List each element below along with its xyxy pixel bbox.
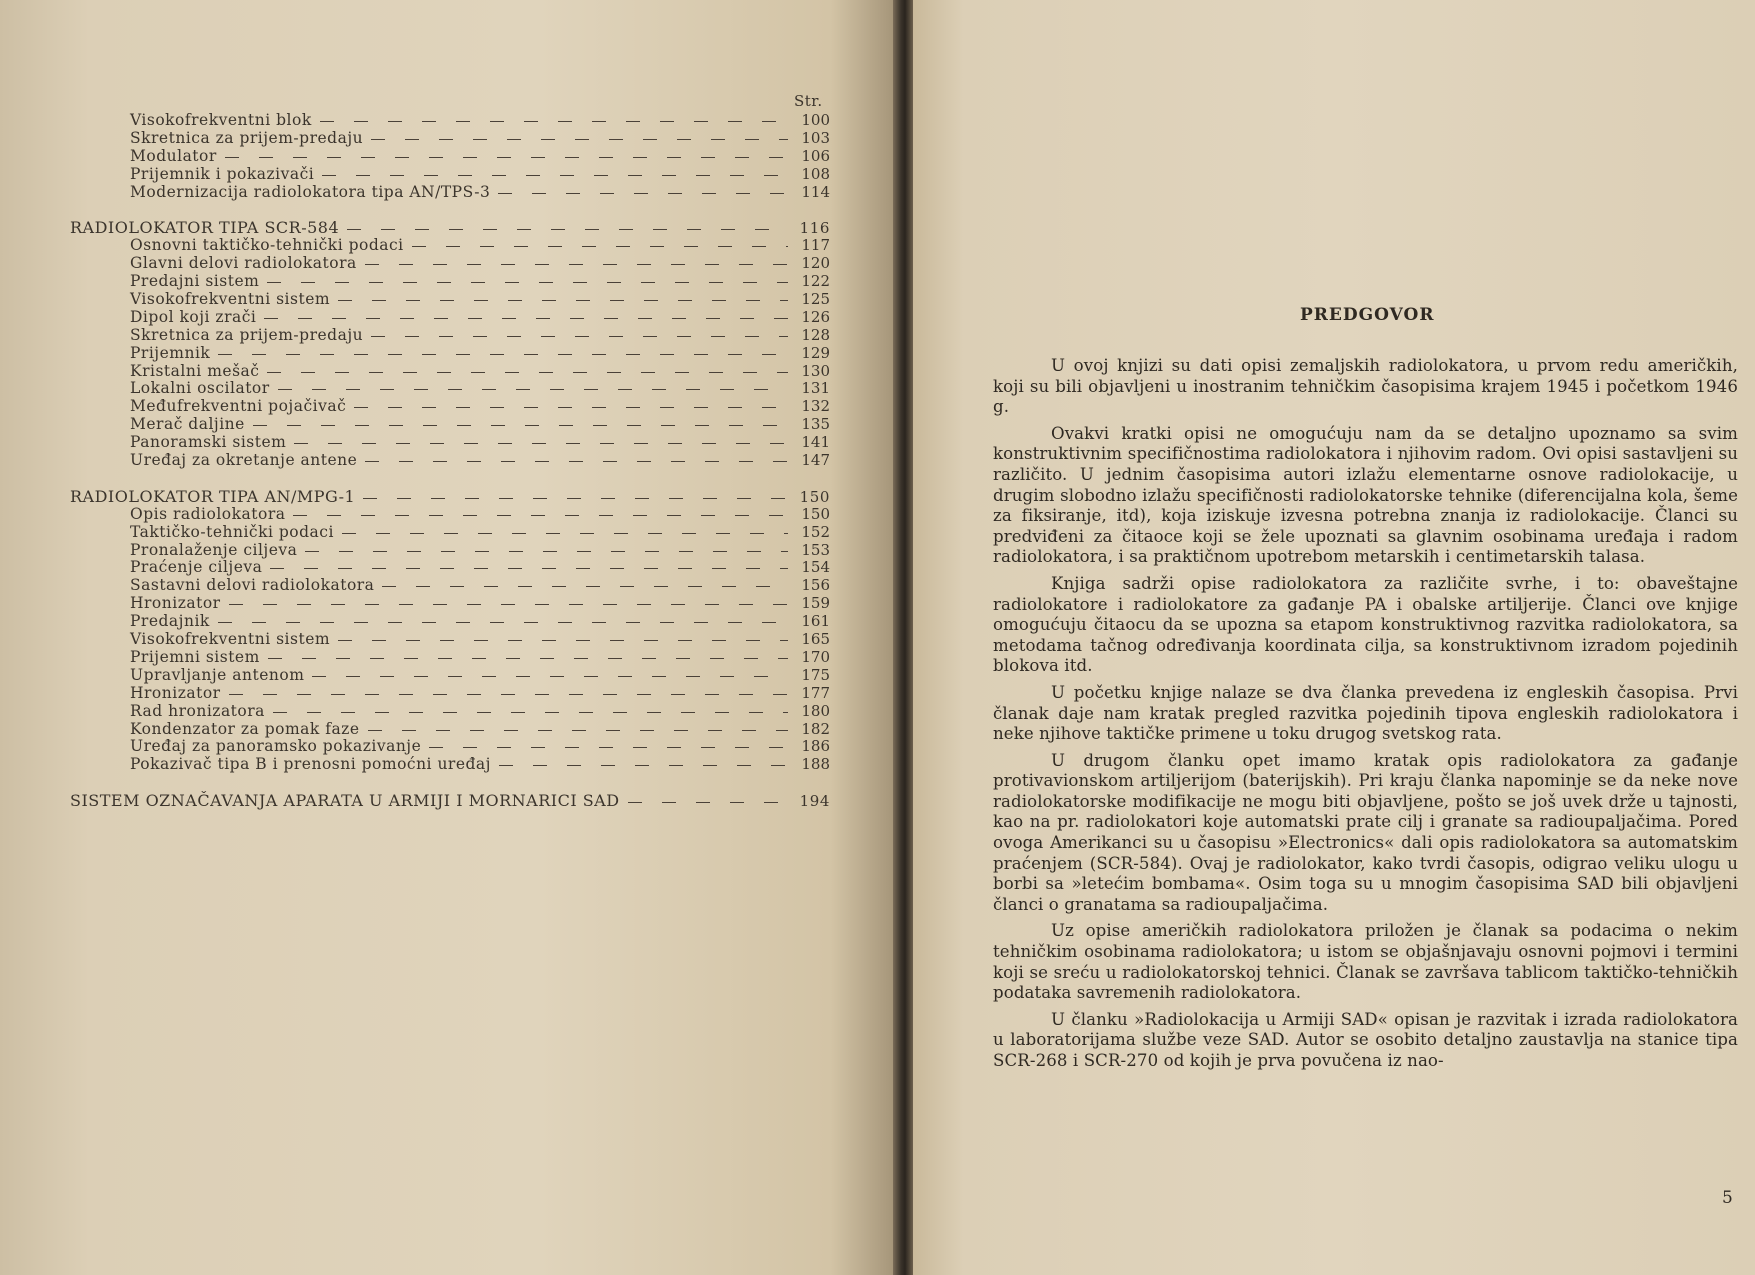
- toc-entry: [70, 631, 830, 649]
- toc-entry-page: 165: [801, 630, 830, 649]
- toc-entry-title: Uređaj za okretanje antene: [130, 451, 358, 470]
- toc-dash-leader: [268, 652, 788, 662]
- toc-dash-leader: [412, 240, 788, 250]
- toc-entry-page: 135: [801, 415, 830, 434]
- toc-dash-leader: [429, 741, 788, 751]
- toc-dash-leader: [365, 455, 788, 465]
- toc-entry: [70, 613, 830, 631]
- toc-entry-title: Prijemni sistem: [130, 647, 260, 666]
- toc-dash-leader: [253, 419, 788, 429]
- toc-entry-title: Merač daljine: [130, 415, 245, 434]
- table-of-contents: [70, 112, 830, 810]
- toc-entry: [70, 255, 830, 273]
- toc-entry-title: Prijemnik: [130, 343, 211, 362]
- toc-entry: [70, 363, 830, 381]
- toc-entry: [70, 738, 830, 756]
- toc-dash-leader: [312, 670, 788, 680]
- toc-entry-title: Modernizacija radiolokatora tipa AN/TPS-3: [130, 182, 491, 201]
- toc-dash-leader: [342, 527, 788, 537]
- preface-paragraph: Knjiga sadrži opise radiolokatora za različite svrhe, i to: obaveštajne radiolokatore i radiolokatore za gađanje PA i obalske artiljerije. Članci ove knjige omogućuju čitaocu da se upozna sa etapom konstruktivnog razvitka radiolokatora, sa metodama tačnog određivanja koordinata cilja, sa konstruktivnom izradom pojedinih blokova itd.: [993, 573, 1738, 676]
- toc-entry: [70, 649, 830, 667]
- toc-entry: [70, 703, 830, 721]
- toc-entry: [70, 452, 830, 470]
- toc-entry-page: 186: [801, 737, 830, 756]
- toc-entry-title: SISTEM OZNAČAVANJA APARATA U ARMIJI I MORNARICI SAD: [70, 791, 620, 811]
- toc-entry-page: 180: [801, 701, 830, 720]
- toc-dash-leader: [229, 598, 788, 608]
- toc-dash-leader: [278, 383, 788, 393]
- toc-entry-page: 177: [801, 683, 830, 702]
- toc-entry-page: 106: [801, 146, 830, 165]
- toc-dash-leader: [293, 509, 788, 519]
- toc-entry: [70, 756, 830, 774]
- toc-entry-page: 170: [801, 647, 830, 666]
- toc-entry: [70, 148, 830, 166]
- preface-paragraph: U članku »Radiolokacija u Armiji SAD« opisan je razvitak i izrada radiolokatora u laboratorijama službe veze SAD. Autor se osobito detaljno zaustavlja na stanice tipa SCR-268 i SCR-270 od kojih je prva povučena iz nao-: [993, 1009, 1738, 1070]
- toc-entry-title: Hronizator: [130, 594, 221, 613]
- toc-entry-title: RADIOLOKATOR TIPA SCR-584: [70, 218, 340, 238]
- toc-entry-page: 117: [801, 236, 830, 255]
- toc-entry-page: 108: [801, 164, 830, 183]
- toc-entry-title: Visokofrekventni sistem: [130, 630, 331, 649]
- page-number: 5: [1722, 1188, 1733, 1208]
- toc-entry-page: 159: [801, 594, 830, 613]
- toc-entry-title: Pronalaženje ciljeva: [130, 540, 298, 559]
- toc-entry: [70, 685, 830, 703]
- toc-entry-page: 152: [801, 522, 830, 541]
- preface-body: [993, 356, 1738, 1078]
- toc-entry: [70, 559, 830, 577]
- toc-entry-page: 116: [799, 219, 830, 238]
- toc-entry: [70, 542, 830, 560]
- toc-dash-leader: [264, 312, 788, 322]
- toc-entry-title: Osnovni taktičko-tehnički podaci: [130, 236, 404, 255]
- toc-page-column-label: Str.: [794, 92, 823, 110]
- toc-dash-leader: [218, 616, 788, 626]
- toc-entry-page: 131: [801, 379, 830, 398]
- preface-paragraph: U drugom članku opet imamo kratak opis radiolokatora za gađanje protivavionskom artiljerijom (baterijskih). Pri kraju članka napominje se da neke nove radiolokatorske modifikacije ne mogu biti objavljene, pošto se još uvek drže u tajnosti, kao na pr. radiolokatori koje automatski prate cilj i granate sa radioupaljačima. Pored ovoga Amerikanci su u časopisu »Electronics« dali opis radiolokatora sa automatskim praćenjem (SCR-584). Ovaj je radiolokator, kako tvrdi časopis, odigrao veliku ulogu u borbi sa »letećim bombama«. Osim toga su u mnogim časopisima SAD bili objavljeni članci o granatama sa radioupaljačima.: [993, 750, 1738, 914]
- toc-dash-leader: [628, 796, 788, 806]
- toc-entry-title: Lokalni oscilator: [130, 379, 270, 398]
- toc-entry: [70, 792, 830, 810]
- toc-entry-title: Kondenzator za pomak faze: [130, 719, 360, 738]
- toc-entry-title: Predajni sistem: [130, 272, 260, 291]
- toc-dash-leader: [322, 169, 788, 179]
- toc-entry: [70, 345, 830, 363]
- toc-entry-page: 130: [801, 361, 830, 380]
- toc-entry-title: Opis radiolokatora: [130, 504, 286, 523]
- preface-title: PREDGOVOR: [1300, 305, 1435, 325]
- toc-entry: [70, 273, 830, 291]
- toc-entry-page: 126: [801, 307, 830, 326]
- toc-entry-page: 122: [801, 272, 830, 291]
- toc-entry-title: Međufrekventni pojačivač: [130, 397, 347, 416]
- toc-entry-page: 120: [801, 254, 830, 273]
- toc-entry-page: 147: [801, 451, 830, 470]
- preface-paragraph: U početku knjige nalaze se dva članka prevedena iz engleskih časopisa. Prvi članak daje nam kratak pregled razvitka pojedinih tipova engleskih radiolokatora i neke njihove taktičke primene u toku drugog svetskog rata.: [993, 682, 1738, 744]
- toc-entry-title: Visokofrekventni sistem: [130, 290, 331, 309]
- toc-entry-title: Prijemnik i pokazivači: [130, 164, 315, 183]
- toc-dash-leader: [218, 348, 788, 358]
- toc-entry-page: 128: [801, 325, 830, 344]
- toc-entry-title: Pokazivač tipa B i prenosni pomoćni uređaj: [130, 755, 491, 774]
- book-gutter: [893, 0, 913, 1275]
- toc-dash-leader: [267, 276, 788, 286]
- toc-entry: [70, 130, 830, 148]
- toc-entry-page: 132: [801, 397, 830, 416]
- toc-entry: [70, 595, 830, 613]
- toc-entry-page: 188: [801, 755, 830, 774]
- toc-entry: [70, 416, 830, 434]
- toc-dash-leader: [365, 258, 788, 268]
- toc-entry-title: Panoramski sistem: [130, 433, 287, 452]
- toc-entry-title: Taktičko-tehnički podaci: [130, 522, 334, 541]
- toc-entry-page: 150: [801, 504, 830, 523]
- toc-entry-page: 156: [801, 576, 830, 595]
- toc-entry-page: 153: [801, 540, 830, 559]
- toc-dash-leader: [499, 759, 788, 769]
- toc-entry-title: Skretnica za prijem-predaju: [130, 325, 364, 344]
- toc-dash-leader: [294, 437, 788, 447]
- toc-entry: [70, 488, 830, 506]
- toc-entry-page: 150: [799, 487, 830, 506]
- toc-entry-title: Modulator: [130, 146, 217, 165]
- toc-dash-leader: [338, 634, 788, 644]
- toc-dash-leader: [371, 133, 788, 143]
- toc-entry: [70, 219, 830, 237]
- toc-entry-title: Sastavni delovi radiolokatora: [130, 576, 375, 595]
- toc-entry-title: Upravljanje antenom: [130, 665, 305, 684]
- toc-entry-title: RADIOLOKATOR TIPA AN/MPG-1: [70, 486, 356, 506]
- toc-entry-page: 161: [801, 612, 830, 631]
- toc-entry: [70, 524, 830, 542]
- toc-entry: [70, 667, 830, 685]
- toc-entry-title: Praćenje ciljeva: [130, 558, 263, 577]
- toc-entry-title: Kristalni mešač: [130, 361, 260, 380]
- toc-entry-title: Uređaj za panoramsko pokazivanje: [130, 737, 422, 756]
- toc-entry-page: 103: [801, 128, 830, 147]
- toc-entry: [70, 434, 830, 452]
- toc-entry-page: 141: [801, 433, 830, 452]
- toc-dash-leader: [338, 294, 788, 304]
- toc-dash-leader: [498, 187, 788, 197]
- toc-entry-page: 194: [799, 792, 830, 811]
- toc-entry: [70, 291, 830, 309]
- toc-dash-leader: [273, 706, 788, 716]
- toc-dash-leader: [371, 330, 788, 340]
- toc-entry-page: 129: [801, 343, 830, 362]
- toc-dash-leader: [270, 562, 788, 572]
- preface-paragraph: Ovakvi kratki opisi ne omogućuju nam da se detaljno upoznamo sa svim konstruktivnim specifičnostima radiolokatora i njihovim radom. Ovi opisi sastavljeni su različito. U jednim časopisima autori izlažu elementarne osnove radiolokacije, u drugim slobodno izlažu specifičnosti radiolokatorske tehnike (diferencijalna kola, šeme za fiksiranje, itd), koja iziskuje izvesna potrebna znanja iz radiolokacije. Članci su predviđeni za čitaoce koji se žele upoznati sa glavnim osobinama uređaja i radom radiolokatora, i sa praktičnom upotrebom metarskih i centimetarskih talasa.: [993, 423, 1738, 567]
- toc-entry-title: Dipol koji zrači: [130, 307, 257, 326]
- toc-entry: [70, 327, 830, 345]
- toc-entry: [70, 721, 830, 739]
- preface-paragraph: U ovoj knjizi su dati opisi zemaljskih radiolokatora, u prvom redu američkih, koji su bili objavljeni u inostranim tehničkim časopisima krajem 1945 i početkom 1946 g.: [993, 356, 1738, 417]
- toc-entry: [70, 309, 830, 327]
- toc-entry-title: Predajnik: [130, 612, 210, 631]
- toc-dash-leader: [382, 580, 788, 590]
- toc-dash-leader: [363, 492, 788, 502]
- toc-entry-page: 154: [801, 558, 830, 577]
- toc-dash-leader: [305, 545, 788, 555]
- toc-entry-title: Visokofrekventni blok: [130, 111, 312, 129]
- toc-entry: [70, 112, 830, 130]
- toc-entry: [70, 506, 830, 524]
- toc-entry: [70, 184, 830, 202]
- toc-entry-page: 182: [801, 719, 830, 738]
- toc-entry-title: Rad hronizatora: [130, 701, 265, 720]
- toc-entry: [70, 398, 830, 416]
- toc-dash-leader: [225, 151, 788, 161]
- toc-entry-page: 175: [801, 665, 830, 684]
- toc-entry-page: 114: [801, 182, 830, 201]
- toc-entry-title: Glavni delovi radiolokatora: [130, 254, 357, 273]
- toc-dash-leader: [229, 688, 788, 698]
- toc-dash-leader: [320, 115, 788, 125]
- toc-dash-leader: [354, 401, 788, 411]
- toc-entry-page: 100: [801, 111, 830, 129]
- toc-dash-leader: [368, 724, 788, 734]
- toc-entry: [70, 237, 830, 255]
- toc-entry: [70, 577, 830, 595]
- toc-entry-title: Hronizator: [130, 683, 221, 702]
- toc-entry: [70, 380, 830, 398]
- toc-dash-leader: [347, 223, 788, 233]
- toc-entry-page: 125: [801, 290, 830, 309]
- toc-entry-title: Skretnica za prijem-predaju: [130, 128, 364, 147]
- preface-paragraph: Uz opise američkih radiolokatora priložen je članak sa podacima o nekim tehničkim osobinama radiolokatora; u istom se objašnjavaju osnovni pojmovi i termini koji se sreću u radiolokatorskoj tehnici. Članak se završava tablicom taktičko-tehničkih podataka savremenih radiolokatora.: [993, 921, 1738, 1003]
- toc-dash-leader: [267, 366, 788, 376]
- toc-entry: [70, 166, 830, 184]
